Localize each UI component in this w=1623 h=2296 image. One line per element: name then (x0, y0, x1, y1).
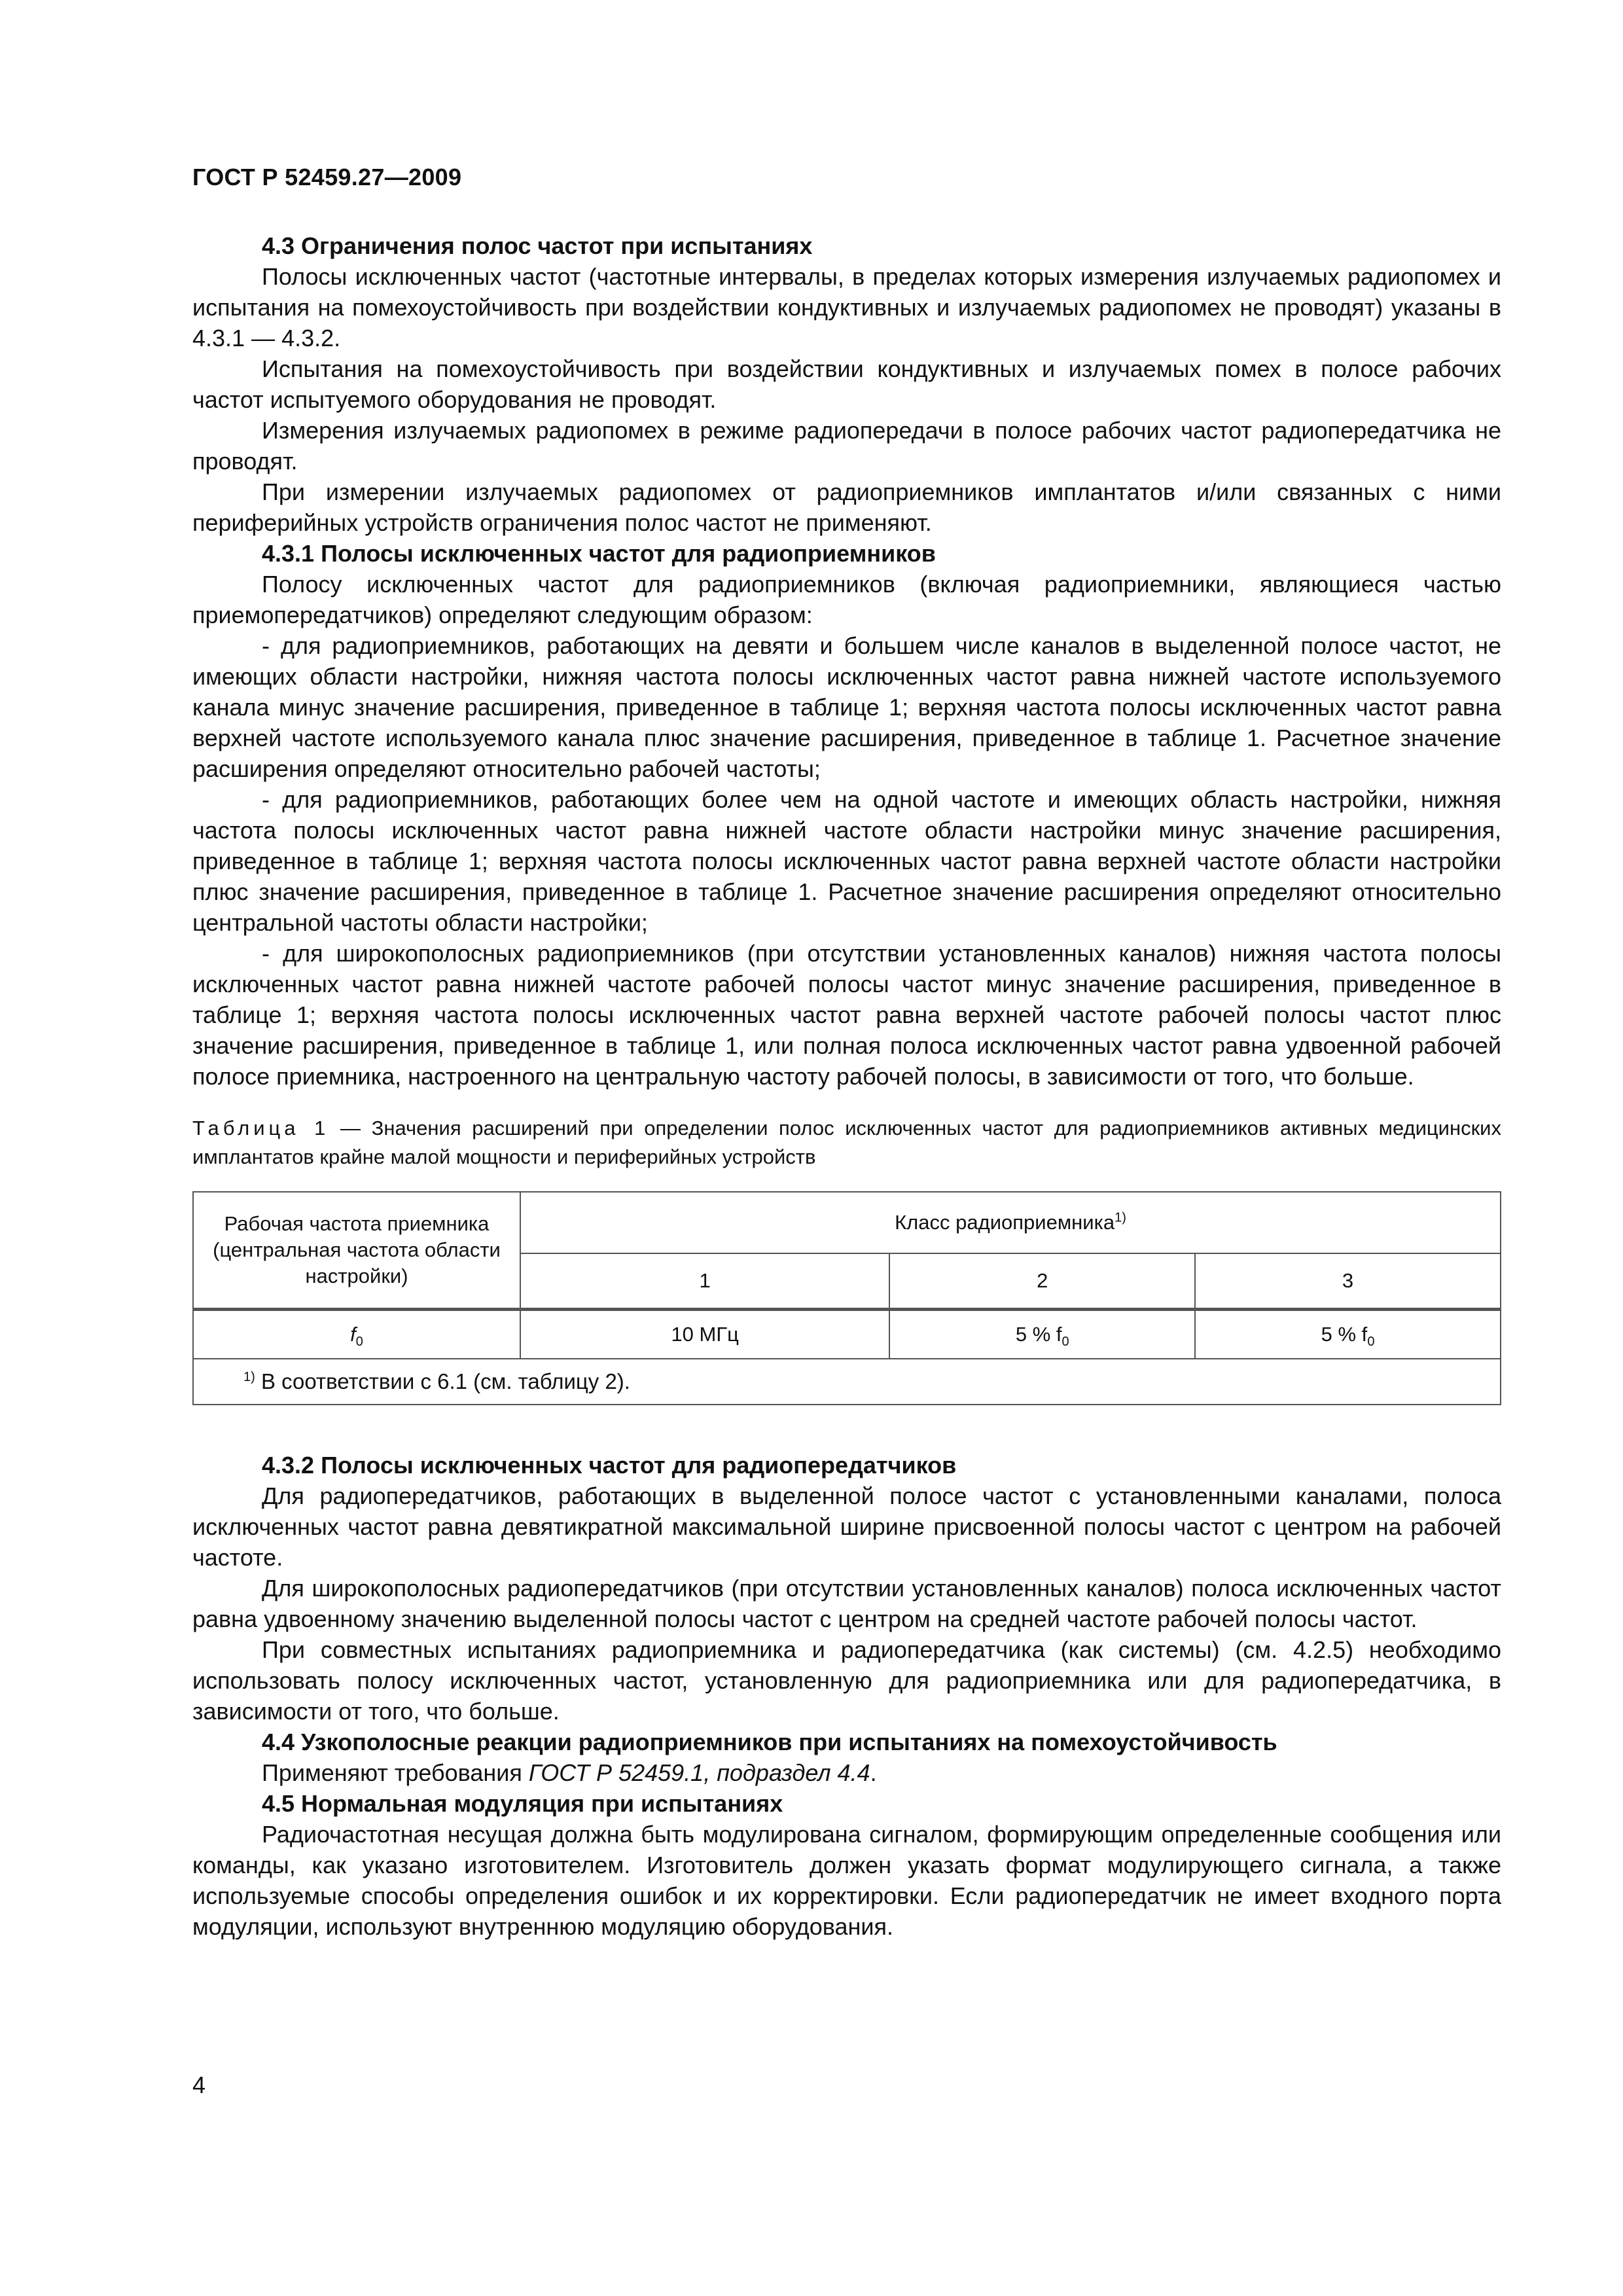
table-header-class: Класс радиоприемника$^{1)}$ (520, 1192, 1501, 1253)
paragraph: Измерения излучаемых радиопомех в режиме радиопередачи в полосе рабочих частот радиопередатчика не проводят. (192, 417, 1501, 475)
table-cell-class-1-value: 10 МГц (520, 1310, 889, 1359)
paragraph: - для широкополосных радиоприемников (при отсутствии установленных каналов) нижняя частота полосы исключенных частот равна нижней частоте рабочей полосы частот минус значение расширения, приведенное в таблице 1; верхняя частота полосы исключенных частот равна верхней частоте рабочей полосы частот плюс значение расширения, приведенное в таблице 1, или полная полоса исключенных частот равна удвоенной рабочей полосе приемника, настроенного на центральную частоту рабочей полосы, в зависимости от того, что больше. (192, 940, 1501, 1090)
paragraph: При совместных испытаниях радиоприемника и радиопередатчика (как системы) (см. 4.2.5) необходимо использовать полосу исключенных частот, установленную для радиоприемника или для радиопередатчика, в зависимости от того, что больше. (192, 1636, 1501, 1725)
table-cell-f0: $f_0$ (193, 1310, 520, 1359)
paragraph: Полосы исключенных частот (частотные интервалы, в пределах которых измерения излучаемых радиопомех и испытания на помехоустойчивость при воздействии кондуктивных и излучаемых радиопомех не проводят) указаны в 4.3.1 — 4.3.2. (192, 263, 1501, 351)
table-1 (192, 1191, 1501, 1405)
paragraph: Для радиопередатчиков, работающих в выделенной полосе частот с установленными каналами, полоса исключенных частот равна девятикратной максимальной ширине присвоенной полосы частот с центром на рабочей частоте. (192, 1482, 1501, 1571)
paragraph: - для радиоприемников, работающих на девяти и большем числе каналов в выделенной полосе частот, не имеющих области настройки, нижняя частота полосы исключенных частот равна нижней частоте используемого канала минус значение расширения, приведенное в таблице 1; верхняя частота полосы исключенных частот равна верхней частоте используемого канала плюс значение расширения, приведенное в таблице 1. Расчетное значение расширения определяют относительно рабочей частоты; (192, 632, 1501, 782)
table-header-frequency: Рабочая частота приемника (центральная частота области настройки) (193, 1192, 520, 1310)
table-header-class-1: 1 (520, 1253, 889, 1310)
paragraph: Испытания на помехоустойчивость при воздействии кондуктивных и излучаемых помех в полосе рабочих частот испытуемого оборудования не проводят. (192, 355, 1501, 413)
paragraph: - для радиоприемников, работающих более чем на одной частоте и имеющих область настройки, нижняя частота полосы исключенных частот равна нижней частоте области настройки минус значение расширения, приведенное в таблице 1; верхняя частота полосы исключенных частот равна верхней частоте области настройки плюс значение расширения, приведенное в таблице 1. Расчетное значение расширения определяют относительно центральной частоты области настройки; (192, 786, 1501, 936)
table-header-class-3: 3 (1195, 1253, 1501, 1310)
table-header-class-2: 2 (889, 1253, 1195, 1310)
table-caption (192, 1114, 1501, 1172)
paragraph: Радиочастотная несущая должна быть модулирована сигналом, формирующим определенные сообщения или команды, как указано изготовителем. Изготовитель должен указать формат модулирующего сигнала, а также используемые способы определения ошибок и их корректировки. Если радиопередатчик не имеет входного порта модуляции, используют внутреннюю модуляцию оборудования. (192, 1821, 1501, 1940)
page-number: 4 (192, 2072, 206, 2098)
section-4-3-1-heading: 4.3.1 Полосы исключенных частот для радиоприемников (262, 540, 936, 567)
document-header: ГОСТ Р 52459.27—2009 (192, 164, 462, 190)
table-caption-label: Таблица 1 (192, 1117, 330, 1139)
paragraph: Для широкополосных радиопередатчиков (при отсутствии установленных каналов) полоса исключенных частот равна удвоенному значению выделенной полосы частот с центром на средней частоте рабочей полосы частот. (192, 1575, 1501, 1632)
section-4-4-heading: 4.4 Узкополосные реакции радиоприемников при испытаниях на помехоустойчивость (262, 1729, 1277, 1755)
section-4-5-heading: 4.5 Нормальная модуляция при испытаниях (262, 1790, 783, 1817)
table-footnote: $^{1)}$ В соответствии с 6.1 (см. таблицу 2). (193, 1359, 1501, 1405)
section-4-3-heading: 4.3 Ограничения полос частот при испытаниях (262, 232, 813, 259)
paragraph: Полосу исключенных частот для радиоприемников (включая радиоприемники, являющиеся частью приемопередатчиков) определяют следующим образом: (192, 571, 1501, 628)
table-cell-class-2-value: 5 % $f_0$ (889, 1310, 1195, 1359)
standard-reference: ГОСТ Р 52459.1, подраздел 4.4 (528, 1759, 870, 1786)
table-cell-class-3-value: 5 % $f_0$ (1195, 1310, 1501, 1359)
table-caption-text: — Значения расширений при определении полос исключенных частот для радиоприемников активных медицинских имплантатов крайне малой мощности и периферийных устройств (192, 1117, 1501, 1168)
paragraph: Применяют требования ГОСТ Р 52459.1, подраздел 4.4. (262, 1759, 877, 1786)
paragraph: При измерении излучаемых радиопомех от радиоприемников имплантатов и/или связанных с ними периферийных устройств ограничения полос частот не применяют. (192, 478, 1501, 536)
section-4-3-2-heading: 4.3.2 Полосы исключенных частот для радиопередатчиков (262, 1452, 957, 1479)
document-body (192, 230, 1501, 1942)
